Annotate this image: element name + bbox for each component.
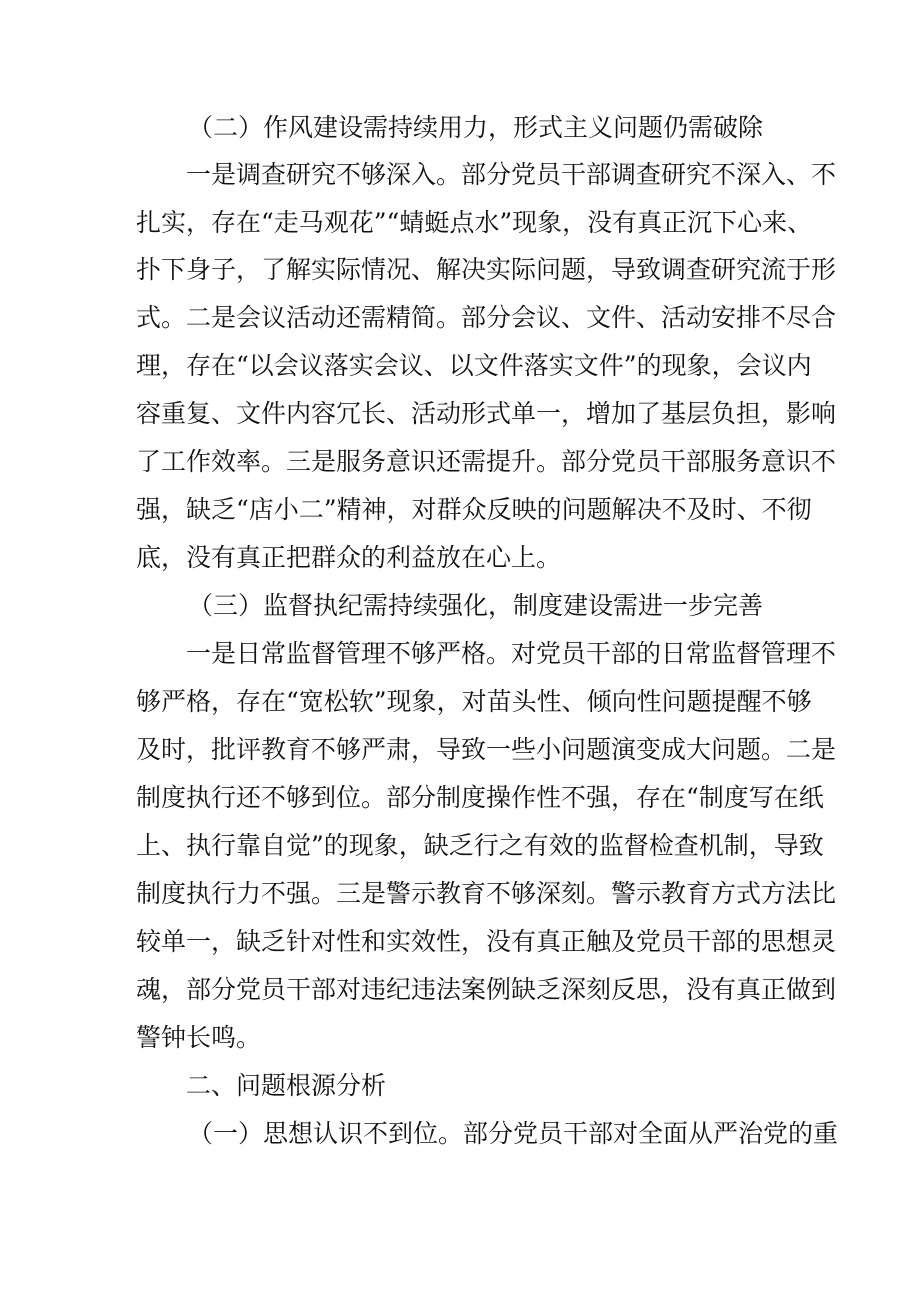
section-heading-2: （二）作风建设需持续用力，形式主义问题仍需破除	[188, 113, 764, 142]
paragraph-line: 较单一，缺乏针对性和实效性，没有真正触及党员干部的思想灵	[136, 927, 837, 956]
paragraph-line: 扑下身子，了解实际情况、解决实际问题，导致调查研究流于形	[136, 255, 837, 284]
paragraph-line: 强，缺乏“店小二”精神，对群众反映的问题解决不及时、不彻	[136, 495, 812, 524]
paragraph-line: 式。二是会议活动还需精简。部分会议、文件、活动安排不尽合	[136, 303, 837, 332]
paragraph-line: 了工作效率。三是服务意识还需提升。部分党员干部服务意识不	[136, 447, 837, 476]
paragraph-line: 够严格，存在“宽松软”现象，对苗头性、倾向性问题提醒不够	[136, 687, 812, 716]
paragraph-line: 底，没有真正把群众的利益放在心上。	[136, 543, 562, 572]
section-heading-3: （三）监督执纪需持续强化，制度建设需进一步完善	[188, 591, 764, 620]
chapter-heading: 二、问题根源分析	[186, 1071, 387, 1100]
paragraph-line: 容重复、文件内容冗长、活动形式单一，增加了基层负担，影响	[136, 399, 837, 428]
paragraph-line: 上、执行靠自觉”的现象，缺乏行之有效的监督检查机制，导致	[136, 831, 824, 860]
paragraph-line: 理，存在“以会议落实会议、以文件落实文件”的现象，会议内	[136, 351, 812, 380]
paragraph-line: 魂，部分党员干部对违纪违法案例缺乏深刻反思，没有真正做到	[136, 975, 837, 1004]
paragraph-line: 制度执行还不够到位。部分制度操作性不强，存在“制度写在纸	[136, 783, 824, 812]
paragraph-line: 一是日常监督管理不够严格。对党员干部的日常监督管理不	[186, 639, 837, 668]
paragraph-line: （一）思想认识不到位。部分党员干部对全面从严治党的重	[188, 1119, 839, 1148]
paragraph-line: 及时，批评教育不够严肃，导致一些小问题演变成大问题。二是	[136, 735, 837, 764]
paragraph-line: 一是调查研究不够深入。部分党员干部调查研究不深入、不	[186, 160, 837, 189]
paragraph-line: 警钟长鸣。	[136, 1023, 262, 1052]
paragraph-line: 制度执行力不强。三是警示教育不够深刻。警示教育方式方法比	[136, 879, 837, 908]
paragraph-line: 扎实，存在“走马观花”“蜻蜓点水”现象，没有真正沉下心来、	[136, 208, 813, 237]
